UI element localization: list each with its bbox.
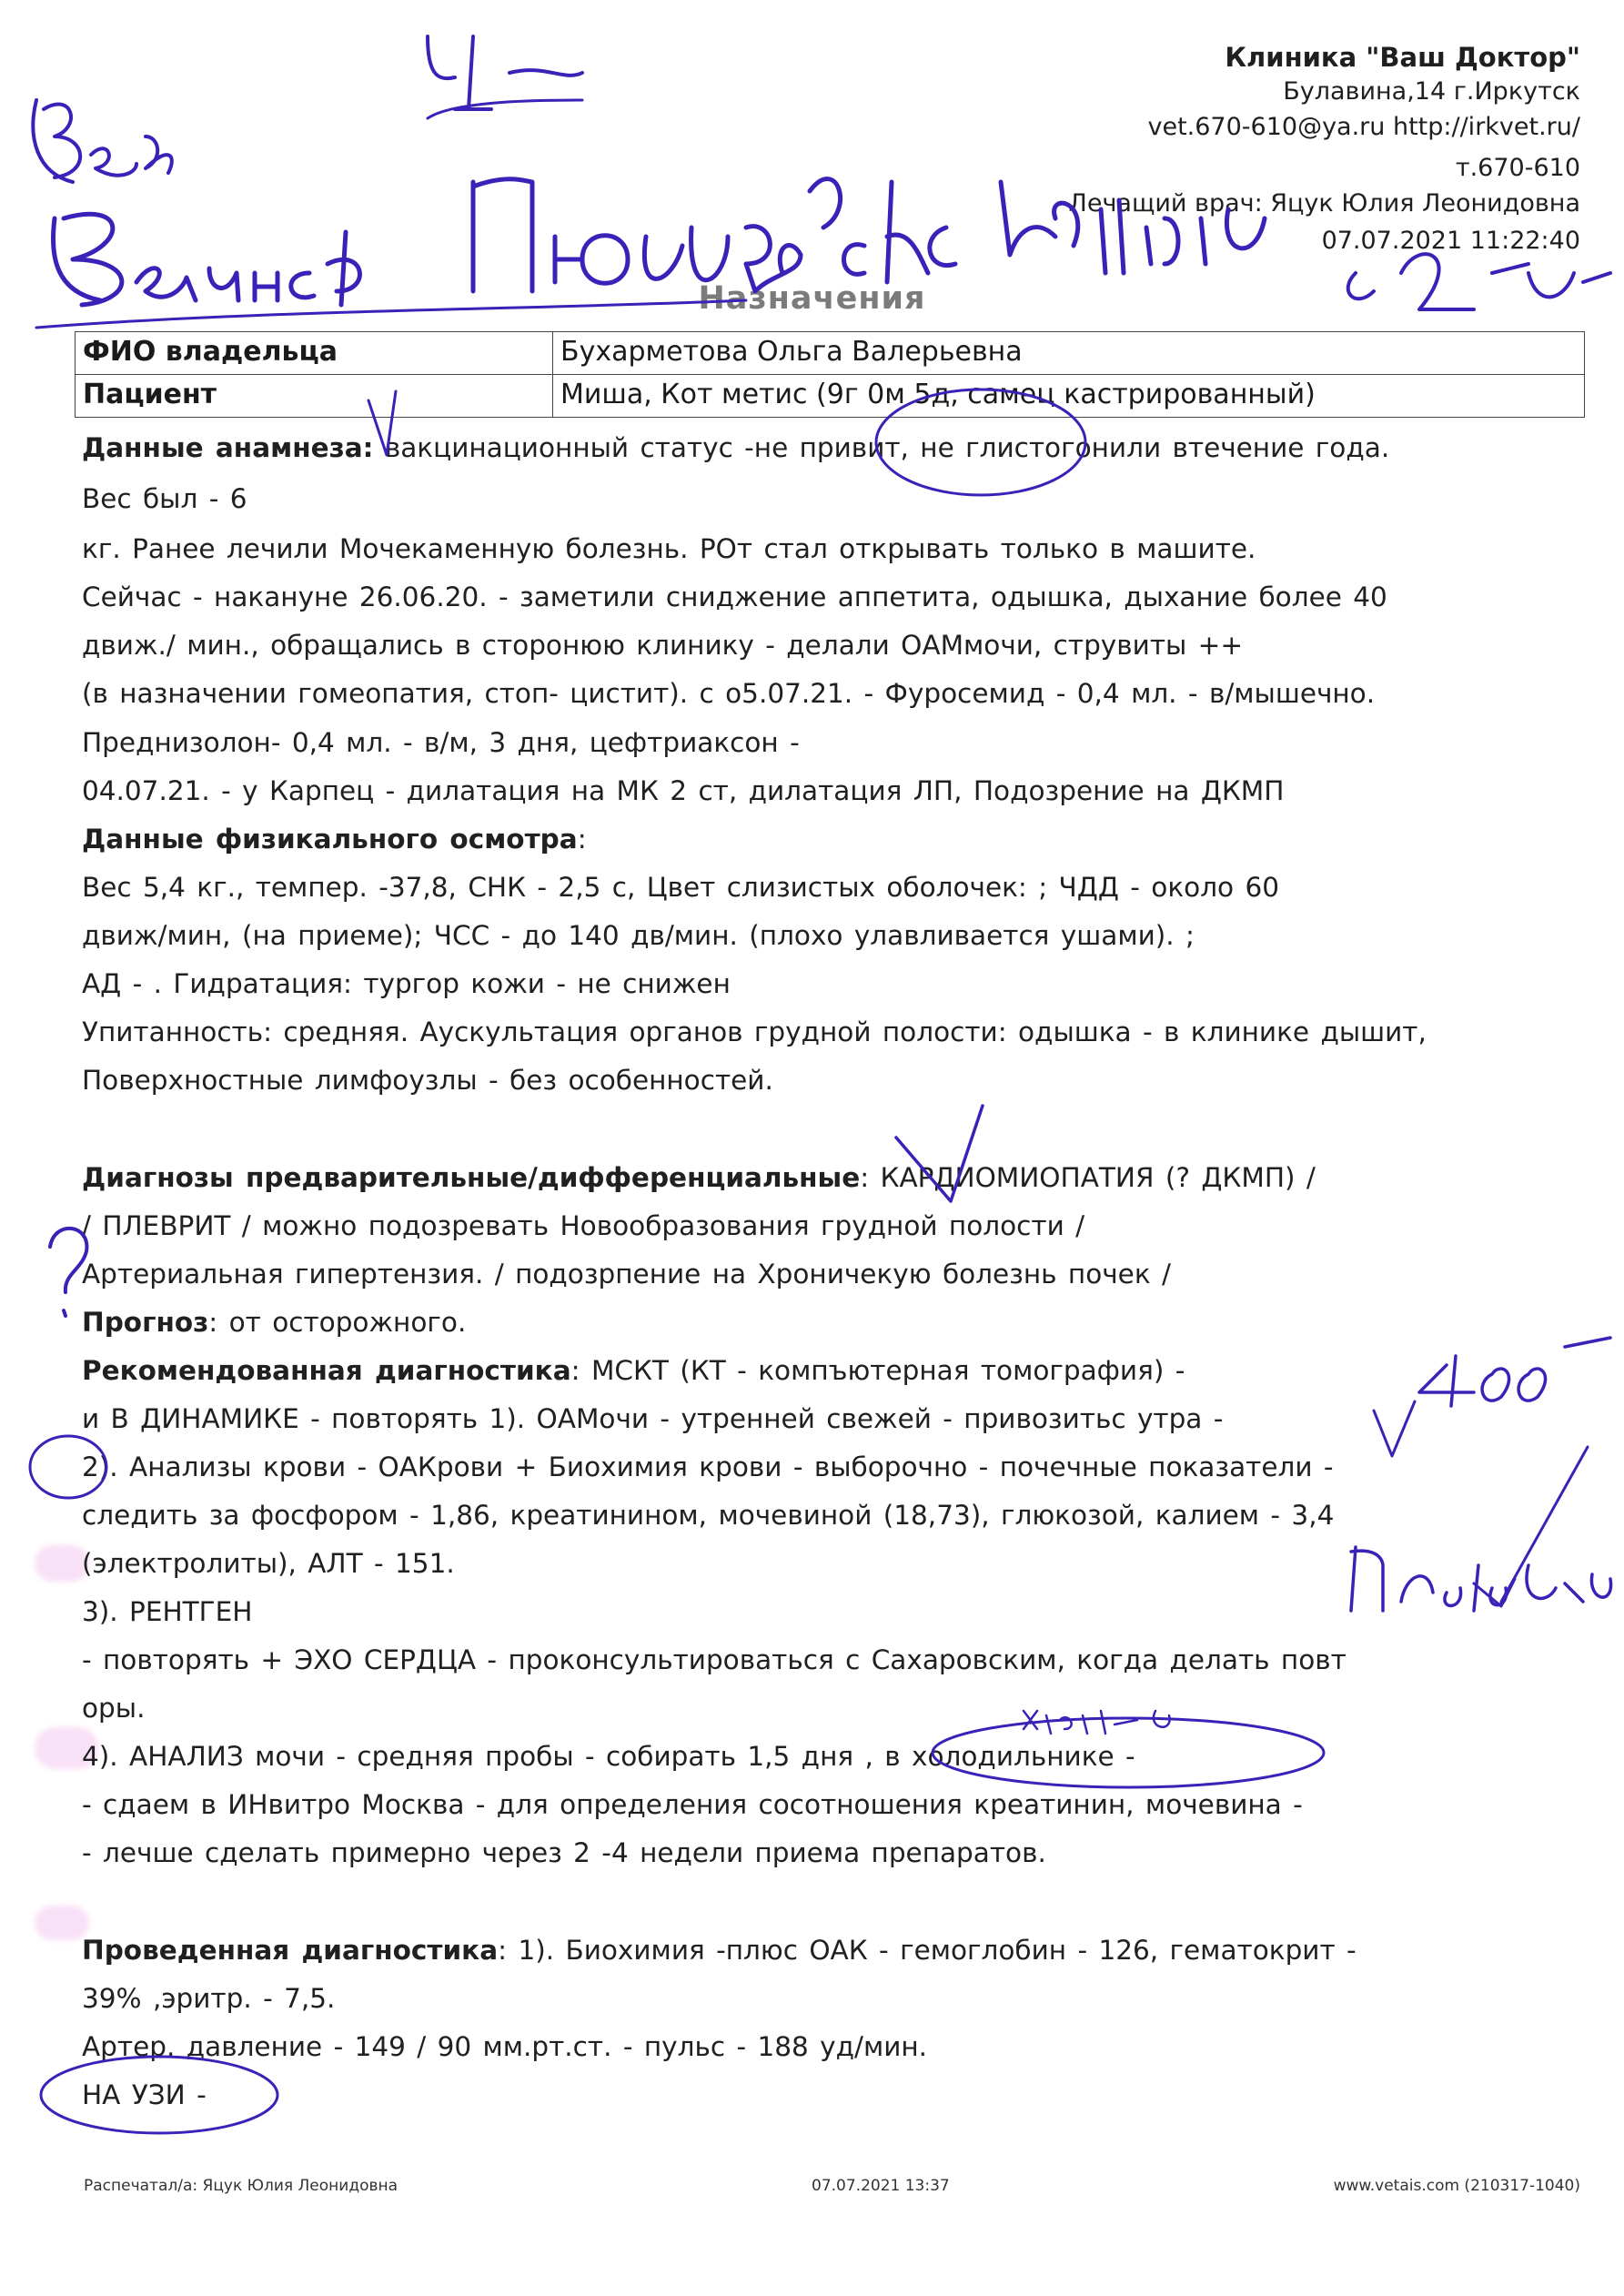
exam-line: движ/мин, (на приеме); ЧСС - до 140 дв/мин. (плохо улавливается ушами). ; [82, 920, 1195, 951]
diagnoses-line: Артериальная гипертензия. / подозрпение на Хроничекую болезнь почек / [82, 1259, 1171, 1290]
clinic-phone: т.670-610 [1455, 154, 1580, 182]
recommended-line: оры. [82, 1693, 146, 1724]
recommended-line: следить за фосфором - 1,86, креатинином, мочевиной (18,73), глюкозой, калием - 3,4 [82, 1500, 1335, 1531]
exam-line: Поверхностные лимфоузлы - без особенностей. [82, 1065, 773, 1096]
diagnoses-line: Диагнозы предварительные/дифференциальные: КАРДИОМИОПАТИЯ (? ДКМП) / [82, 1162, 1316, 1193]
performed-line: НА УЗИ - [82, 2079, 207, 2110]
recommended-heading: Рекомендованная диагностика [82, 1355, 571, 1386]
recommended-line: 3). РЕНТГЕН [82, 1596, 253, 1627]
footer-print-date: 07.07.2021 13:37 [812, 2177, 950, 2195]
clinic-contacts: vet.670-610@ya.ru http://irkvet.ru/ [1147, 113, 1580, 141]
footer-printed-by: Распечатал/а: Яцук Юлия Леонидовна [84, 2177, 398, 2195]
recommended-line: Рекомендованная диагностика: МСКТ (КТ - компъютерная томография) - [82, 1355, 1185, 1386]
performed-heading: Проведенная диагностика [82, 1935, 499, 1966]
document-title: Назначения [698, 280, 926, 317]
recommended-line: и В ДИНАМИКЕ - повторять 1). ОАМочи - утренней свежей - привозитьс утра - [82, 1403, 1224, 1434]
recommended-line: - сдаем в ИНвитро Москва - для определения сосотношения креатинин, мочевина - [82, 1789, 1303, 1820]
prognosis-line: Прогноз: от осторожного. [82, 1307, 467, 1338]
diagnoses-line: / ПЛЕВРИТ / можно подозревать Новообразования грудной полости / [82, 1210, 1085, 1241]
owner-value: Бухарметова Ольга Валерьевна [553, 332, 1585, 375]
patient-value: Миша, Кот метис (9г 0м 5д, самец кастрированный) [553, 375, 1585, 418]
recommended-line: - лечше сделать примерно через 2 -4 недели приема препаратов. [82, 1837, 1046, 1868]
diagnoses-heading: Диагнозы предварительные/дифференциальные [82, 1162, 861, 1193]
footer-site: www.vetais.com (210317-1040) [1333, 2177, 1580, 2195]
attending-doctor: Лечащий врач: Яцук Юлия Леонидовна [1068, 189, 1580, 217]
exam-heading: Данные физикального осмотра [82, 824, 578, 855]
anamnesis-heading: Данные анамнеза: [82, 432, 374, 463]
clinic-address: Булавина,14 г.Иркутск [1283, 77, 1580, 106]
performed-line: Артер. давление - 149 / 90 мм.рт.ст. - пульс - 188 уд/мин. [82, 2031, 928, 2062]
anamnesis-line: 04.07.21. - у Карпец - дилатация на МК 2 ст, дилатация ЛП, Подозрение на ДКМП [82, 775, 1285, 806]
clinic-name: Клиника "Ваш Доктор" [1225, 42, 1580, 73]
recommended-line: - повторять + ЭХО СЕРДЦА - проконсультироваться с Сахаровским, когда делать повт [82, 1644, 1347, 1675]
prognosis-heading: Прогноз [82, 1307, 209, 1338]
anamnesis-line: движ./ мин., обращались в сторонюю клинику - делали ОАМмочи, струвиты ++ [82, 630, 1244, 661]
exam-line: Данные физикального осмотра: [82, 824, 587, 855]
anamnesis-line: Сейчас - накануне 26.06.20. - заметили сниджение аппетита, одышка, дыхание более 40 [82, 582, 1387, 612]
anamnesis-line: Преднизолон- 0,4 мл. - в/м, 3 дня, цефтриаксон - [82, 727, 800, 758]
anamnesis-line: Данные анамнеза: вакцинационный статус -не привит, не глистогонили втечение года. [82, 432, 1390, 463]
anamnesis-line: (в назначении гомеопатия, стоп- цистит). с о5.07.21. - Фуросемид - 0,4 мл. - в/мышечно. [82, 678, 1376, 709]
recommended-line: (электролиты), АЛТ - 151. [82, 1548, 455, 1579]
owner-label: ФИО владельца [76, 332, 553, 375]
patient-label: Пациент [76, 375, 553, 418]
recommended-line: 4). АНАЛИЗ мочи - средняя пробы - собирать 1,5 дня , в холодильнике - [82, 1741, 1135, 1772]
document-datetime: 07.07.2021 11:22:40 [1321, 227, 1580, 255]
exam-line: Упитанность: средняя. Аускультация органов грудной полости: одышка - в клинике дышит, [82, 1017, 1427, 1047]
recommended-line: 2). Анализы крови - ОАКрови + Биохимия крови - выборочно - почечные показатели - [82, 1451, 1334, 1482]
exam-line: АД - . Гидратация: тургор кожи - не снижен [82, 968, 731, 999]
performed-line: 39% ,эритр. - 7,5. [82, 1983, 336, 2014]
anamnesis-line: кг. Ранее лечили Мочекаменную болезнь. РОт стал открывать только в машите. [82, 533, 1256, 564]
exam-line: Вес 5,4 кг., темпер. -37,8, СНК - 2,5 с, Цвет слизистых оболочек: ; ЧДД - около 60 [82, 872, 1280, 903]
performed-line: Проведенная диагностика: 1). Биохимия -плюс ОАК - гемоглобин - 126, гематокрит - [82, 1935, 1357, 1966]
anamnesis-line: Вес был - 6 [82, 483, 247, 514]
